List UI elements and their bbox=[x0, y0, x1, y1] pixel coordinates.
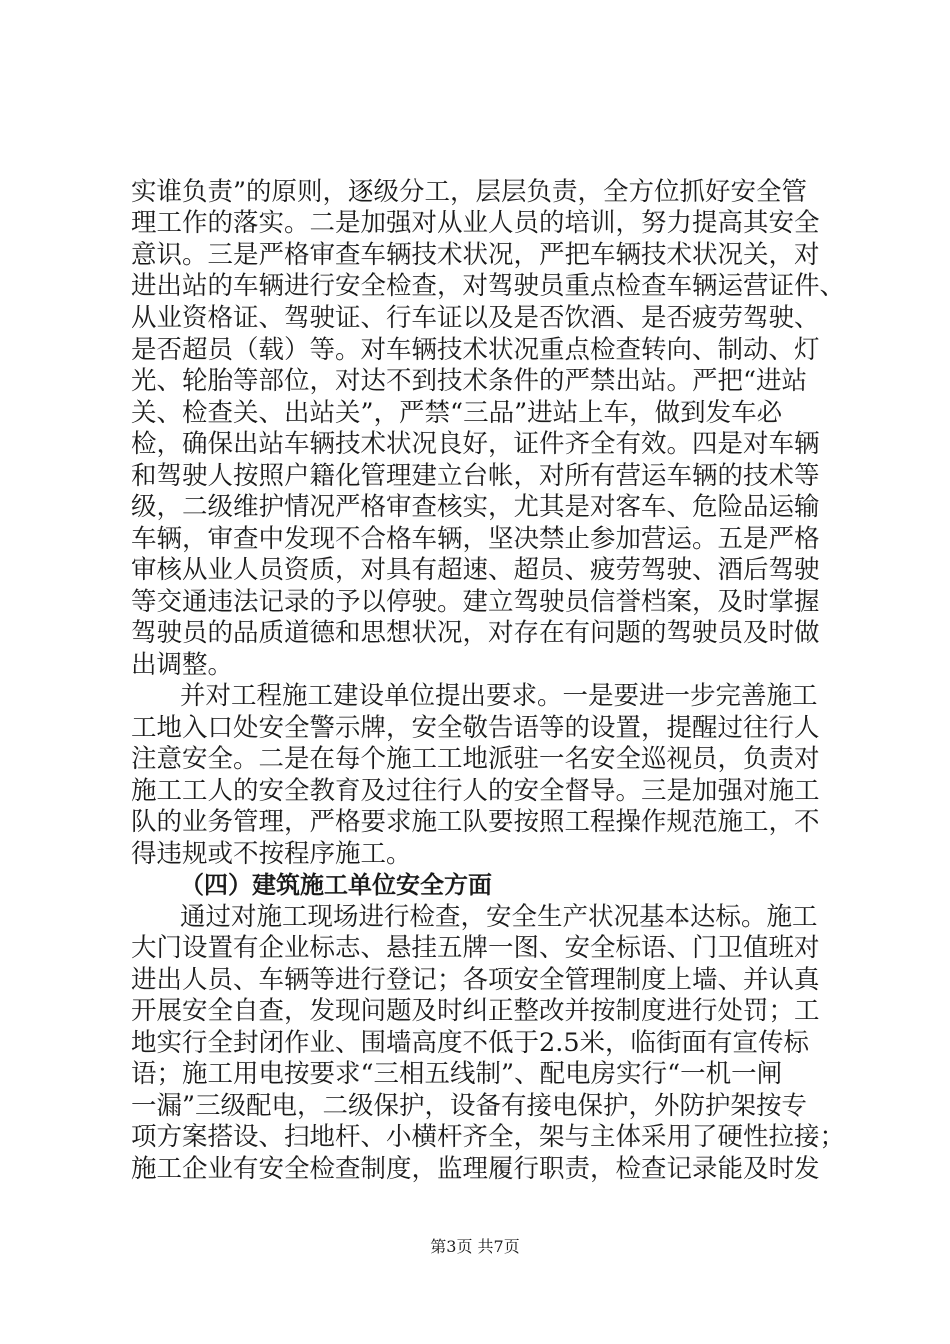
text-line: 出调整。 bbox=[131, 650, 234, 680]
text-line: 等交通违法记录的予以停驶。建立驾驶员信誉档案，及时掌握 bbox=[131, 587, 820, 617]
text-line: 项方案搭设、扫地杆、小横杆齐全，架与主体采用了硬性拉接； bbox=[131, 1122, 846, 1152]
paragraph-start: 并对工程施工建设单位提出要求。一是要进一步完善施工 bbox=[180, 681, 818, 711]
text-line: 车辆，审查中发现不合格车辆，坚决禁止参加营运。五是严格 bbox=[131, 524, 820, 554]
page-number-footer: 第3页 共7页 bbox=[430, 1237, 520, 1256]
text-line: 检，确保出站车辆技术状况良好，证件齐全有效。四是对车辆 bbox=[131, 429, 820, 459]
text-line: 是否超员（载）等。对车辆技术状况重点检查转向、制动、灯 bbox=[131, 335, 820, 365]
text-line: 队的业务管理，严格要求施工队要按照工程操作规范施工，不 bbox=[131, 807, 820, 837]
text-line: 从业资格证、驾驶证、行车证以及是否饮酒、是否疲劳驾驶、 bbox=[131, 303, 820, 333]
text-line: 地实行全封闭作业、围墙高度不低于2.5米，临街面有宣传标 bbox=[131, 1028, 810, 1058]
text-line: 进出站的车辆进行安全检查，对驾驶员重点检查车辆运营证件、 bbox=[131, 271, 846, 301]
text-line: 理工作的落实。二是加强对从业人员的培训，努力提高其安全 bbox=[131, 208, 820, 238]
text-line: 语；施工用电按要求“三相五线制”、配电房实行“一机一闸 bbox=[131, 1059, 783, 1089]
text-line: 施工企业有安全检查制度，监理履行职责，检查记录能及时发 bbox=[131, 1154, 820, 1184]
text-line: 施工工人的安全教育及过往行人的安全督导。三是加强对施工 bbox=[131, 776, 820, 806]
text-line: 光、轮胎等部位，对达不到技术条件的严禁出站。严把“进站 bbox=[131, 366, 808, 396]
text-line: 工地入口处安全警示牌，安全敬告语等的设置，提醒过往行人 bbox=[131, 713, 820, 743]
text-line: 大门设置有企业标志、悬挂五牌一图、安全标语、门卫值班对 bbox=[131, 933, 820, 963]
text-line: 得违规或不按程序施工。 bbox=[131, 839, 412, 869]
text-line: 关、检查关、出站关”，严禁“三品”进站上车，做到发车必 bbox=[131, 398, 783, 428]
text-line: 意识。三是严格审查车辆技术状况，严把车辆技术状况关，对 bbox=[131, 240, 820, 270]
text-line: 和驾驶人按照户籍化管理建立台帐，对所有营运车辆的技术等 bbox=[131, 461, 820, 491]
text-line: 进出人员、车辆等进行登记；各项安全管理制度上墙、并认真 bbox=[131, 965, 820, 995]
text-line: 驾驶员的品质道德和思想状况，对存在有问题的驾驶员及时做 bbox=[131, 618, 820, 648]
section-heading: （四）建筑施工单位安全方面 bbox=[180, 871, 492, 899]
paragraph-start: 通过对施工现场进行检查，安全生产状况基本达标。施工 bbox=[180, 902, 818, 932]
text-line: 一漏”三级配电，二级保护，设备有接电保护，外防护架按专 bbox=[131, 1091, 808, 1121]
text-line: 审核从业人员资质，对具有超速、超员、疲劳驾驶、酒后驾驶 bbox=[131, 555, 820, 585]
text-line: 开展安全自查，发现问题及时纠正整改并按制度进行处罚；工 bbox=[131, 996, 820, 1026]
text-line: 注意安全。二是在每个施工工地派驻一名安全巡视员，负责对 bbox=[131, 744, 820, 774]
text-line: 实谁负责”的原则，逐级分工，层层负责，全方位抓好安全管 bbox=[131, 177, 808, 207]
text-line: 级，二级维护情况严格审查核实，尤其是对客车、危险品运输 bbox=[131, 492, 820, 522]
